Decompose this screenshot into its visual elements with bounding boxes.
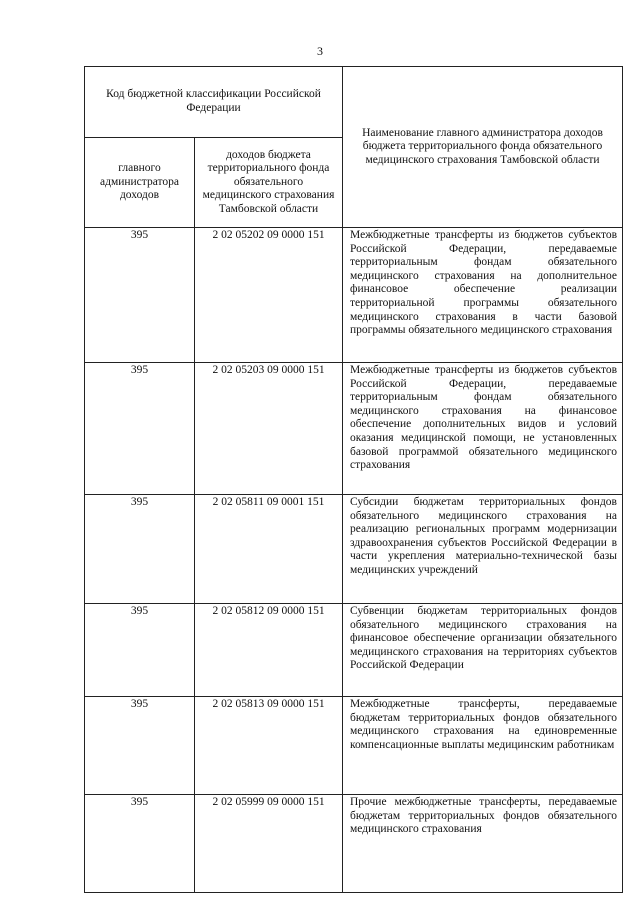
table-row [85, 228, 623, 363]
table-row [85, 697, 623, 795]
page-number: 3 [317, 44, 323, 58]
table-row [85, 495, 623, 604]
header-income-column: доходов бюджета территориального фонда обязательного медицинского страхования Тамбовской области [195, 138, 343, 228]
income-name-cell: Межбюджетные трансферты из бюджетов субъектов Российской Федерации, передаваемые территориальным фондам обязательного медицинского страхования на финансовое обеспечение дополнительных видов и условий оказания медицинской помощи, не установленных базовой программой обязательного медицинского страхования [343, 363, 623, 495]
income-code-cell: 2 02 05813 09 0000 151 [195, 697, 343, 795]
header-name-column: Наименование главного администратора доходов бюджета территориального фонда обязательного медицинского страхования Тамбовской области [343, 67, 623, 228]
income-code-cell: 2 02 05203 09 0000 151 [195, 363, 343, 495]
table-body [85, 228, 623, 893]
header-admin-column: главного администратора доходов [85, 138, 195, 228]
table-row [85, 363, 623, 495]
header-group-title: Код бюджетной классификации Российской Федерации [85, 67, 343, 138]
admin-code-cell: 395 [85, 697, 195, 795]
table-row [85, 795, 623, 893]
admin-code-cell: 395 [85, 228, 195, 363]
income-name-cell: Межбюджетные трансферты из бюджетов субъектов Российской Федерации, передаваемые территориальным фондам обязательного медицинского страхования на дополнительное финансовое обеспечение реализации территориальной программы обязательного медицинского страхования в части базовой программы обязательного медицинского страхования [343, 228, 623, 363]
income-name-cell: Субсидии бюджетам территориальных фондов обязательного медицинского страхования на реализацию региональных программ модернизации здравоохранения субъектов Российской Федерации в части укрепления материально-технической базы медицинских учреждений [343, 495, 623, 604]
income-code-cell: 2 02 05811 09 0001 151 [195, 495, 343, 604]
income-code-cell: 2 02 05812 09 0000 151 [195, 604, 343, 697]
budget-classification-table [84, 66, 623, 893]
income-name-cell: Прочие межбюджетные трансферты, передаваемые бюджетам территориальных фондов обязательного медицинского страхования [343, 795, 623, 893]
admin-code-cell: 395 [85, 795, 195, 893]
income-code-cell: 2 02 05202 09 0000 151 [195, 228, 343, 363]
table-header [85, 67, 623, 228]
admin-code-cell: 395 [85, 604, 195, 697]
income-name-cell: Межбюджетные трансферты, передаваемые бюджетам территориальных фондов обязательного медицинского страхования на единовременные компенсационные выплаты медицинским работникам [343, 697, 623, 795]
income-name-cell: Субвенции бюджетам территориальных фондов обязательного медицинского страхования на финансовое обеспечение организации обязательного медицинского страхования на территориях субъектов Российской Федерации [343, 604, 623, 697]
table-row [85, 604, 623, 697]
income-code-cell: 2 02 05999 09 0000 151 [195, 795, 343, 893]
admin-code-cell: 395 [85, 495, 195, 604]
admin-code-cell: 395 [85, 363, 195, 495]
